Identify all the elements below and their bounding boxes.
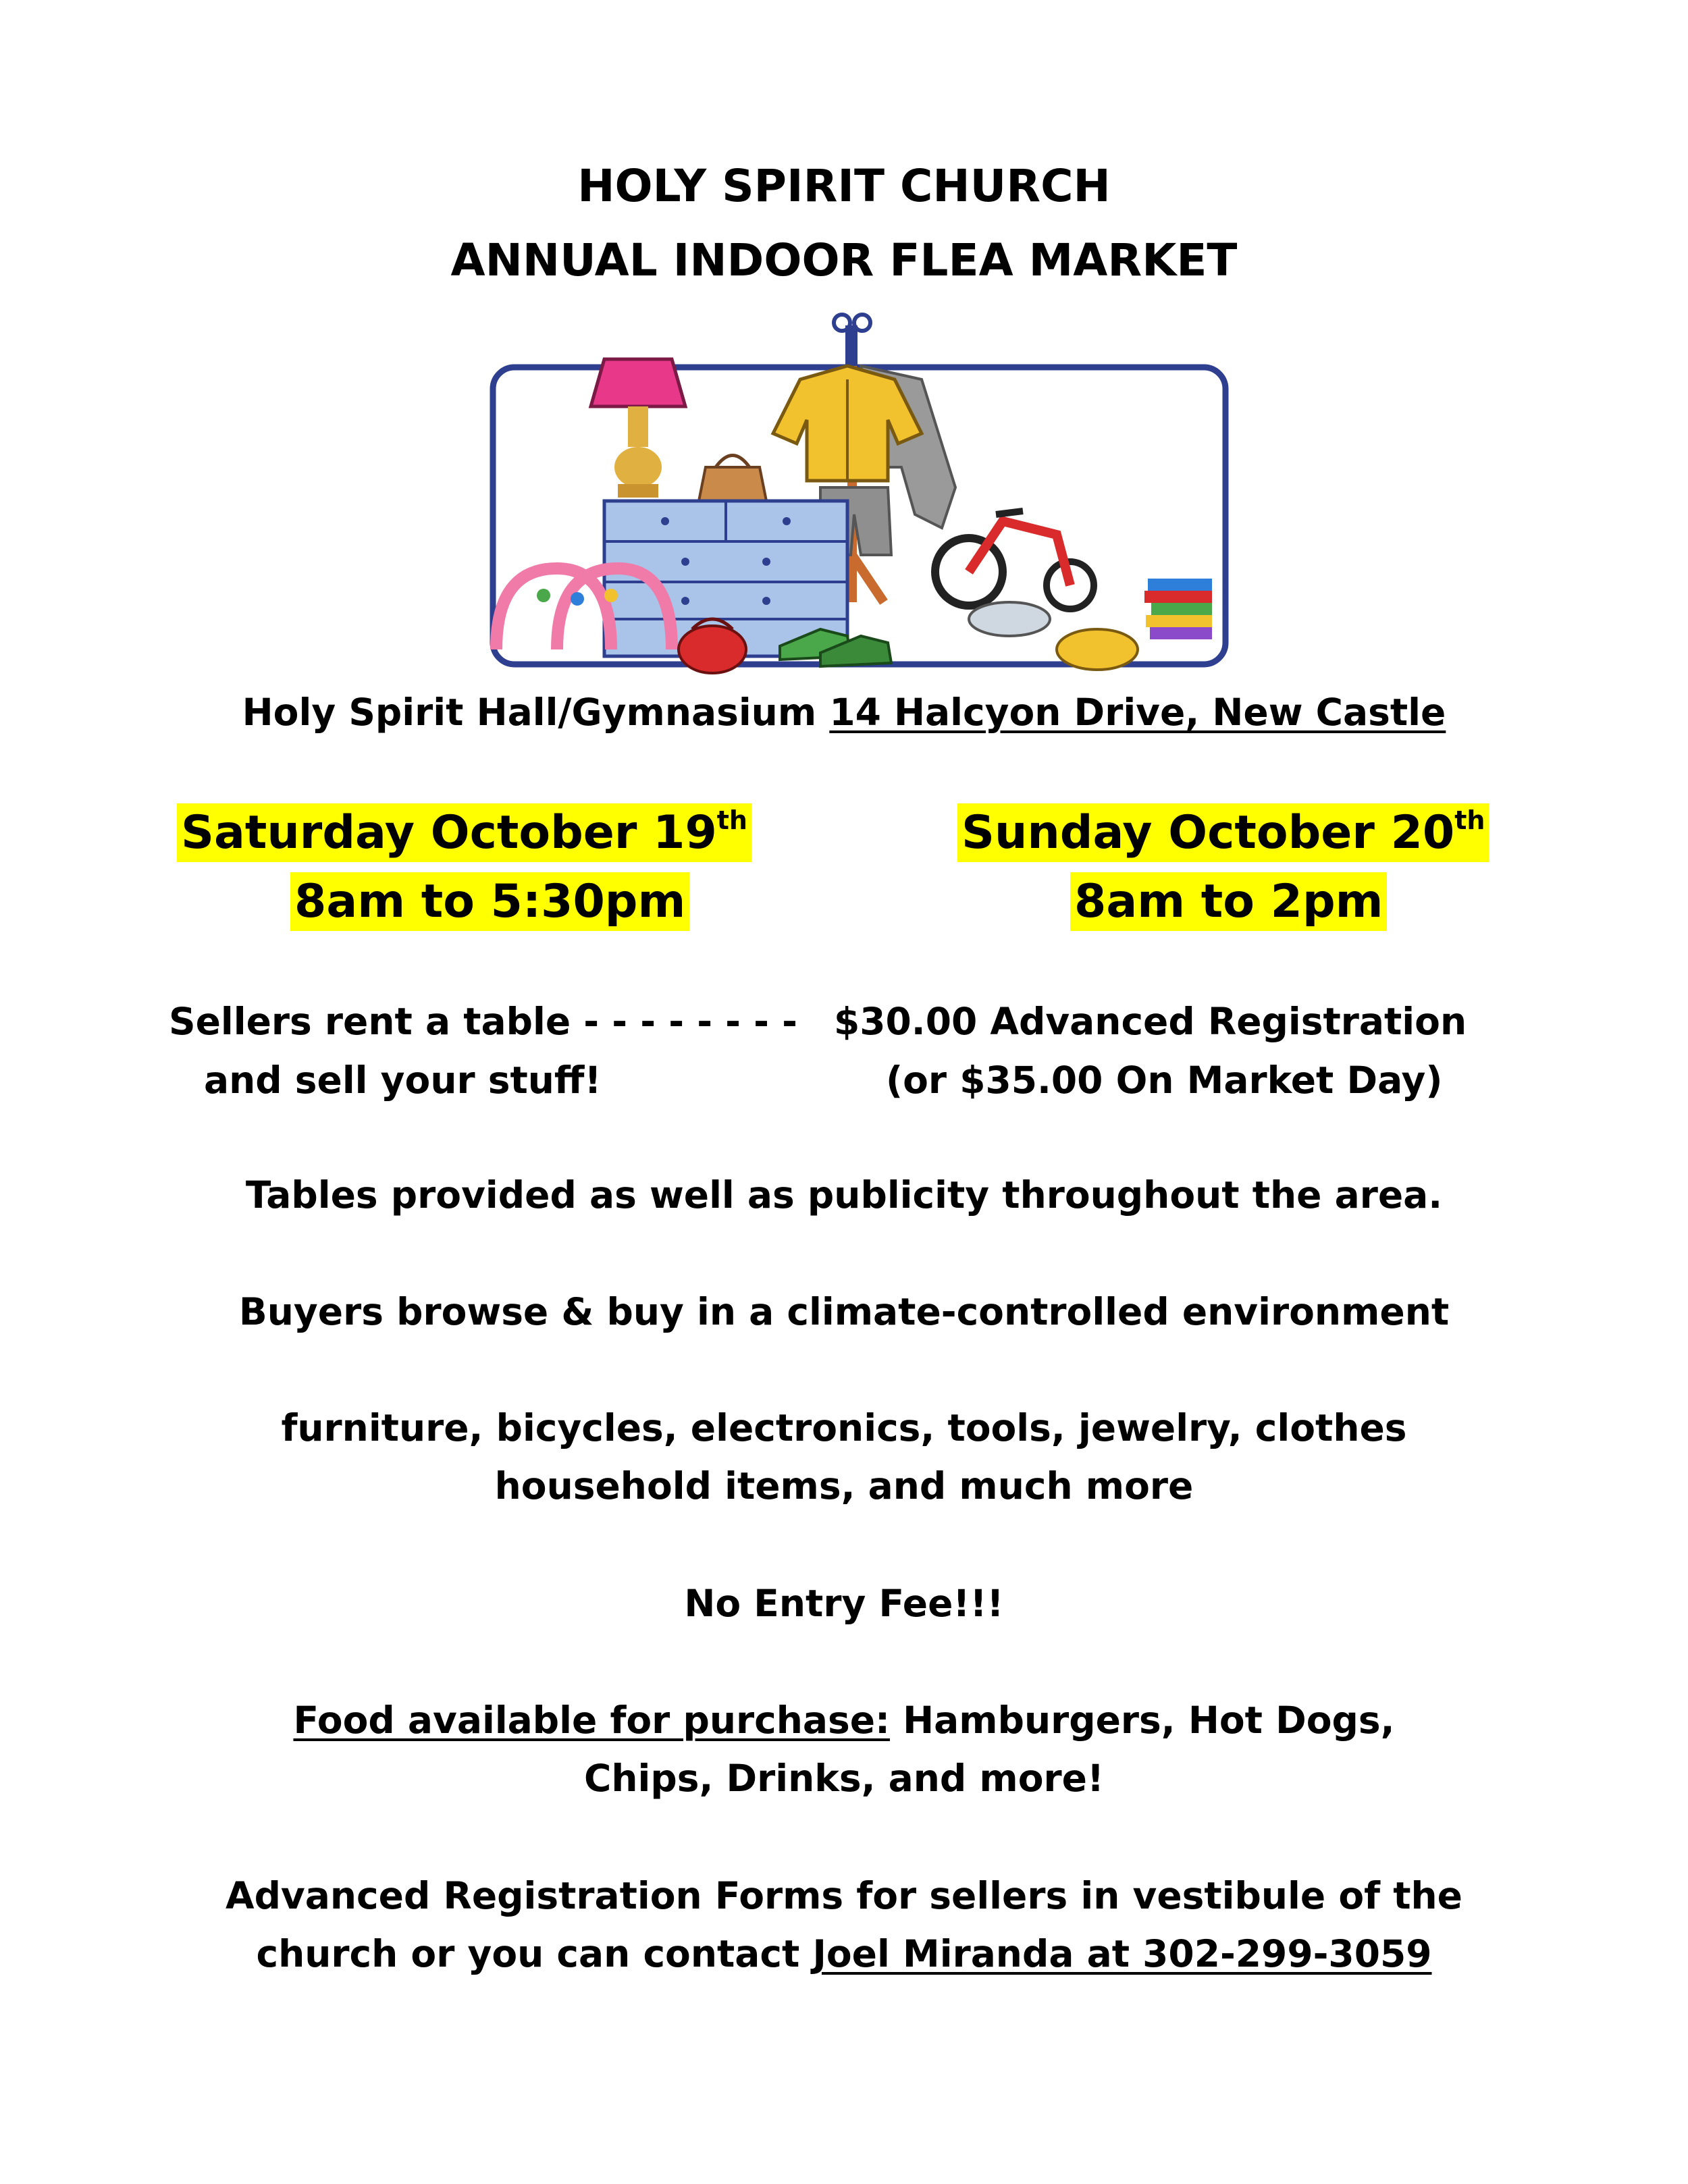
venue-address: 14 Halcyon Drive, New Castle xyxy=(829,691,1446,734)
sellers-line2-left: and sell your stuff! xyxy=(204,1059,602,1102)
title-line-1: HOLY SPIRIT CHURCH xyxy=(577,160,1111,212)
food-line-1 xyxy=(0,1698,1688,1742)
venue-name: Holy Spirit Hall/Gymnasium xyxy=(242,691,817,734)
sellers-line2-right: (or $35.00 On Market Day) xyxy=(886,1059,1443,1102)
items-line-1: furniture, bicycles, electronics, tools, jewelry, clothes xyxy=(281,1406,1407,1449)
items-line-2: household items, and much more xyxy=(494,1464,1194,1508)
location-line xyxy=(0,690,1688,735)
food-items: Hamburgers, Hot Dogs, xyxy=(890,1699,1395,1742)
tables-info: Tables provided as well as publicity throughout the area. xyxy=(245,1173,1443,1217)
saturday-date: Saturday October 19th xyxy=(177,805,751,861)
buyers-info: Buyers browse & buy in a climate-controlled environment xyxy=(238,1290,1450,1333)
registration-line-2: church or you can contact Joel Miranda at 302-299-3059 xyxy=(256,1932,1432,1975)
food-line-2: Chips, Drinks, and more! xyxy=(583,1757,1105,1800)
sunday-hours: 8am to 2pm xyxy=(1070,874,1387,930)
food-label: Food available for purchase: xyxy=(293,1699,890,1742)
saturday-hours: 8am to 5:30pm xyxy=(290,874,689,930)
entry-fee: No Entry Fee!!! xyxy=(684,1582,1004,1625)
sunday-date: Sunday October 20th xyxy=(957,805,1489,861)
flea-market-clipart-icon xyxy=(483,312,1249,680)
contact-info: Joel Miranda at 302-299-3059 xyxy=(812,1932,1432,1975)
sellers-line1-left: Sellers rent a table - - - - - - - - xyxy=(169,1000,797,1043)
sellers-line1-right: $30.00 Advanced Registration xyxy=(834,1000,1467,1043)
registration-line-1: Advanced Registration Forms for sellers in vestibule of the xyxy=(226,1874,1462,1917)
title-line-2: ANNUAL INDOOR FLEA MARKET xyxy=(450,234,1238,286)
